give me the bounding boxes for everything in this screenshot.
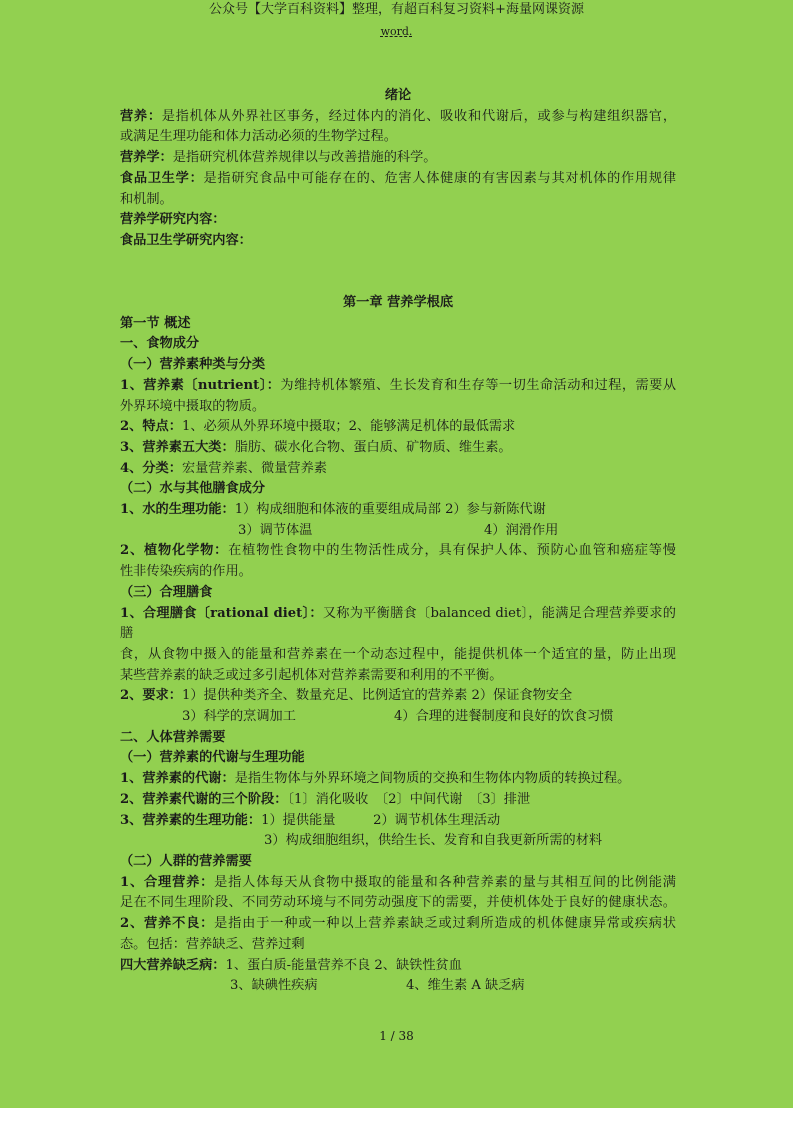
def-rational-diet-3: 某些营养素的缺乏或过多引起机体对营养素需要和利用的不平衡。 (120, 667, 503, 683)
def-phytochemicals-1: 在植物性食物中的生物活性成分，具有保护人体、预防心血管和癌症等慢 (228, 543, 676, 559)
def-metabolism-stages: 〔1〕消化吸收 〔2〕中间代谢 〔3〕排泄 (287, 791, 531, 807)
term-rational-diet: 1、合理膳食〔rational diet〕： (120, 605, 323, 621)
def-deficiency-diseases: 1、蛋白质-能量营养不良 2、缺铁性贫血 (225, 957, 462, 973)
paragraph-food-hygiene (120, 169, 676, 190)
term-requirements: 2、要求： (120, 688, 182, 704)
def-rational-nutrition-1: 是指人体每天从食物中摄取的能量和各种营养素的量与其相互间的比例能满 (214, 874, 676, 890)
term-nutriology: 营养学： (120, 150, 173, 166)
part-heading-1: 一、食物成分 (120, 336, 200, 352)
item-deficiency-diseases (120, 956, 676, 977)
water-fn-3: 3）调节体温 (238, 522, 313, 538)
section-title: 第一节 概述 (120, 315, 191, 331)
page-number: 1 / 38 (379, 1029, 414, 1043)
term-deficiency-diseases: 四大营养缺乏病： (120, 957, 226, 973)
intro-title: 绪论 (384, 88, 412, 103)
item-rational-diet (120, 604, 676, 645)
item-metabolism (120, 769, 676, 790)
def-malnutrition-1: 是指由于一种或一种以上营养素缺乏或过剩所造成的机体健康异常或疾病状 (214, 916, 676, 932)
def-water-function: 1）构成细胞和体液的重要组成局部 2）参与新陈代谢 (234, 502, 546, 518)
sub-heading-3: （三）合理膳食 (120, 584, 213, 600)
header-promo-text: 公众号【大学百科资料】整理，有超百科复习资料+海量网课资源 (209, 2, 584, 17)
def-food-hygiene-1: 是指研究食品中可能存在的、危害人体健康的有害因素与其对机体的作用规律 (203, 170, 677, 186)
term-features: 2、特点： (120, 419, 182, 435)
item-features (120, 417, 676, 438)
item-requirements (120, 686, 676, 707)
requirements-cont (120, 707, 676, 728)
item-water-function (120, 500, 676, 521)
requirement-3: 3）科学的烹调加工 (182, 709, 296, 725)
term-phytochemicals: 2、植物化学物： (120, 543, 229, 559)
def-nutrient-2: 外界环境中摄取的物质。 (120, 398, 266, 414)
sub-heading-4: （一）营养素的代谢与生理功能 (120, 750, 305, 766)
term-metabolism: 1、营养素的代谢： (120, 771, 235, 787)
term-rational-nutrition: 1、合理营养： (120, 874, 215, 890)
sub-heading-5: （二）人群的营养需要 (120, 853, 252, 869)
def-physiological-function-cont: 3）构成细胞组织，供给生长、发育和自我更新所需的材料 (264, 833, 603, 849)
term-water-function: 1、水的生理功能： (120, 502, 235, 518)
def-five-categories: 脂肪、碳水化合物、蛋白质、矿物质、维生素。 (234, 439, 512, 455)
def-nutrition-2: 或满足生理功能和体力活动必须的生物学过程。 (120, 129, 397, 145)
def-metabolism: 是指生物体与外界环境之间物质的交换和生物体内物质的转换过程。 (234, 771, 631, 787)
def-nutriology: 是指研究机体营养规律以与改善措施的科学。 (172, 150, 437, 166)
item-classification (120, 459, 676, 480)
header-word-label (0, 24, 793, 40)
part-heading-2: 二、人体营养需要 (120, 729, 226, 745)
heading-nutriology-content: 营养学研究内容： (120, 212, 226, 228)
item-rational-nutrition (120, 873, 676, 894)
item-five-categories (120, 438, 676, 459)
def-nutrient-1: 为维持机体繁殖、生长发育和生存等一切生命活动和过程，需要从 (280, 377, 677, 393)
def-rational-nutrition-2: 足在不同生理阶段、不同劳动环境与不同劳动强度下的需要，并使机体处于良好的健康状态。 (120, 895, 676, 911)
term-nutrient: 1、营养素〔nutrient〕： (120, 377, 281, 393)
sub-heading-1: （一）营养素种类与分类 (120, 357, 266, 373)
def-nutrition-1: 是指机体从外界社区事务，经过体内的消化、吸收和代谢后，或参与构建组织器官， (161, 108, 677, 124)
heading-food-hygiene-content: 食品卫生学研究内容： (120, 232, 252, 248)
deficiency-diseases-cont (120, 976, 676, 997)
item-metabolism-stages (120, 790, 676, 811)
chapter-title: 第一章 营养学根底 (342, 295, 454, 310)
term-physiological-function: 3、营养素的生理功能： (120, 812, 262, 828)
term-metabolism-stages: 2、营养素代谢的三个阶段： (120, 791, 288, 807)
def-physiological-function-a: 1）提供能量 (261, 812, 336, 828)
def-food-hygiene-2: 和机制。 (120, 191, 173, 207)
def-classification: 宏量营养素、微量营养素 (181, 460, 327, 476)
item-nutrient (120, 376, 676, 397)
paragraph-nutriology (120, 148, 676, 169)
sub-heading-2: （二）水与其他膳食成分 (120, 481, 266, 497)
header-word-text: word. (380, 25, 413, 38)
term-food-hygiene: 食品卫生学： (120, 170, 204, 186)
def-features: 1、必须从外界环境中摄取；2、能够满足机体的最低需求 (181, 419, 516, 435)
term-five-categories: 3、营养素五大类： (120, 439, 235, 455)
document-body (120, 86, 676, 997)
def-requirements: 1）提供种类齐全、数量充足、比例适宜的营养素 2）保证食物安全 (181, 688, 573, 704)
term-classification: 4、分类： (120, 460, 182, 476)
def-rational-diet-1: 又称为平衡膳食〔balanced diet〕，能满足合理营养要求的膳 (120, 605, 676, 642)
water-fn-4: 4）润滑作用 (484, 522, 559, 538)
deficiency-4: 4、维生素 A 缺乏病 (406, 978, 525, 994)
item-physiological-function (120, 811, 676, 832)
def-phytochemicals-2: 性非传染疾病的作用。 (120, 564, 252, 580)
requirement-4: 4）合理的进餐制度和良好的饮食习惯 (394, 709, 614, 725)
item-phytochemicals (120, 541, 676, 562)
term-nutrition: 营养： (120, 108, 162, 124)
term-malnutrition: 2、营养不良： (120, 916, 215, 932)
def-physiological-function-b: 2）调节机体生理活动 (373, 812, 501, 828)
deficiency-3: 3、缺碘性疾病 (230, 978, 318, 994)
water-function-cont (120, 521, 676, 542)
def-malnutrition-2: 态。包括：营养缺乏、营养过剩 (120, 936, 305, 952)
item-malnutrition (120, 914, 676, 935)
def-rational-diet-2: 食，从食物中摄入的能量和营养素在一个动态过程中，能提供机体一个适宜的量，防止出现 (120, 646, 676, 662)
paragraph-nutrition (120, 107, 676, 128)
